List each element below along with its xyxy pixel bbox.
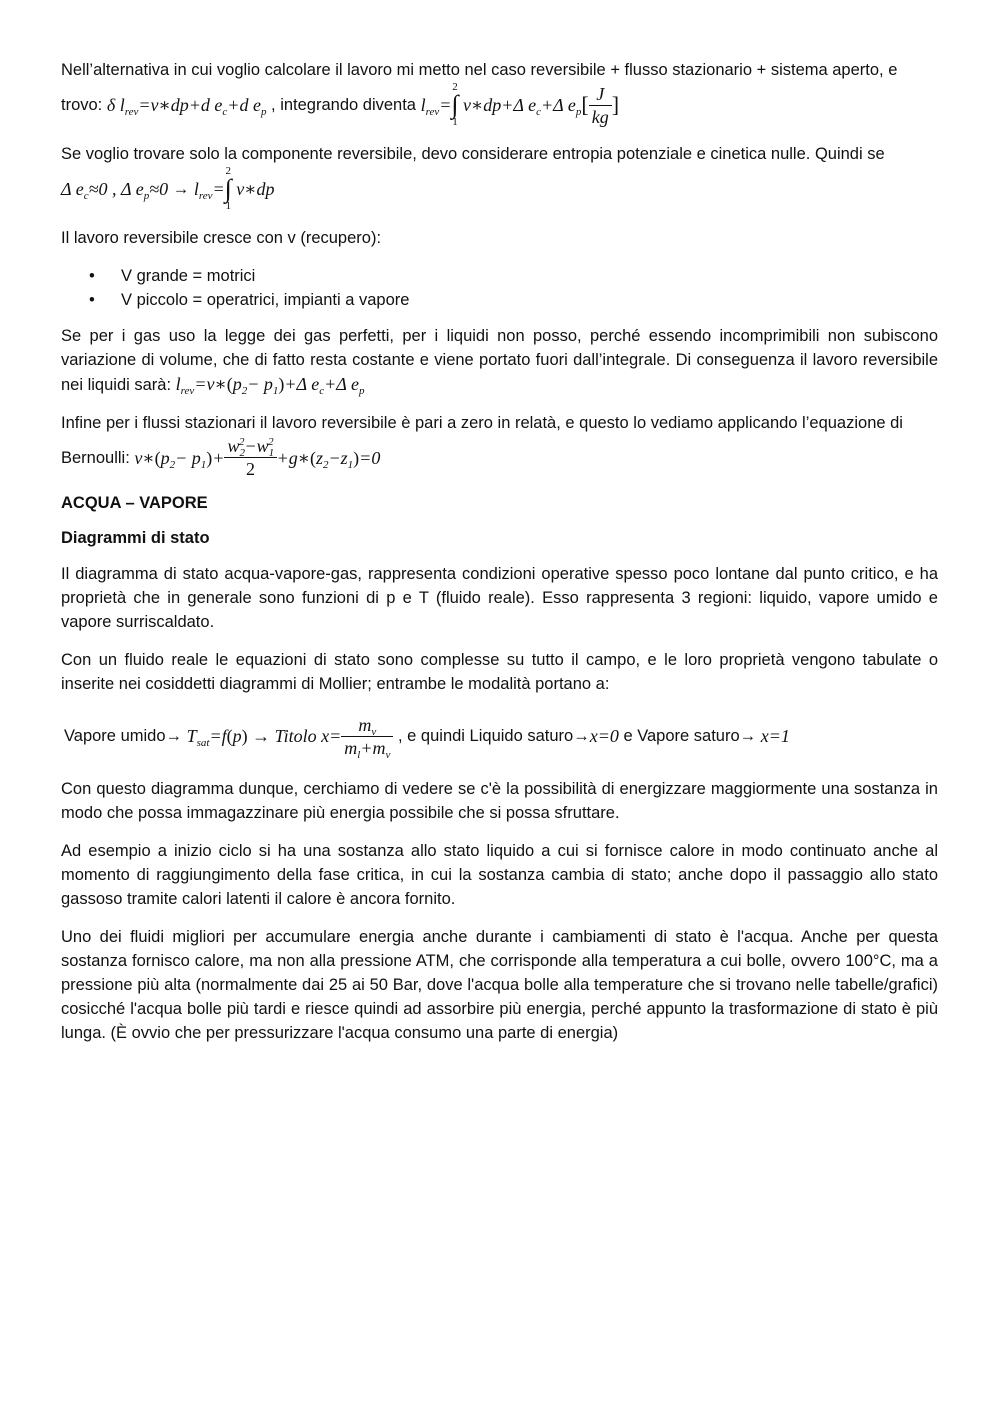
paragraph-bernoulli: Infine per i flussi stazionari il lavoro reversibile è pari a zero in relatà, e questo lo vediamo applicando l’equazione di Bernoulli: $v∗(p_2- p_1)+$ $\frac{w_2^2-w_1^2}{2}$ $+g∗(z_2-z_1)=0$: [61, 414, 903, 479]
paragraph-mollier: Con un fluido reale le equazioni di stato sono complesse su tutto il campo, e le loro proprietà vengono tabulate o inserite nei cosiddetti diagrammi di Mollier; entrambe le modalità portano a:: [61, 651, 938, 693]
subsection-heading: Diagrammi di stato: [61, 529, 210, 547]
paragraph-text: Nell’alternativa in cui voglio calcolare il lavoro mi metto nel caso reversibile + flusso stazionario + sistema aperto, e: [61, 61, 898, 79]
formula-lrev: $l_{rev}=$: [193, 179, 225, 202]
unit-fraction: $\frac{J}{kg}$: [589, 83, 612, 128]
formula-lrev-liquids: $l_{rev}=v∗(p_2- p_1)+\Delta$ $e_c+\Delta$ $e_p$: [175, 374, 365, 397]
paragraph-text: Infine per i flussi stazionari il lavoro reversibile è pari a zero in relatà, e questo lo vediamo applicando l’equazione di: [61, 414, 903, 432]
arrow-symbol: →: [165, 727, 183, 745]
list-item: • V grande = motrici: [89, 267, 256, 285]
formula-x0: x=0: [589, 726, 619, 746]
paragraph-reversible-grows: Il lavoro reversibile cresce con v (recupero):: [61, 229, 382, 247]
section-heading: ACQUA – VAPORE: [61, 494, 208, 512]
paragraph-state-diagram: Il diagramma di stato acqua-vapore-gas, rappresenta condizioni operative spesso poco lontane dal punto critico, e ha proprietà che in generale sono funzioni di p e T (fluido reale). Esso rappresenta 3 regioni: liquido, vapore umido e vapore surriscaldato.: [61, 565, 938, 631]
bullet-list: [61, 264, 938, 312]
formula-lrev-integral: $l_{rev}=$: [420, 95, 452, 118]
list-item: • V piccolo = operatrici, impianti a vapore: [89, 291, 410, 309]
arrow-symbol: →: [172, 180, 190, 198]
arrow-symbol: →: [739, 727, 757, 745]
integral-sign: 2 ∫ 1: [224, 165, 232, 212]
paragraph-liquids: [61, 324, 938, 397]
paragraph-alternative-work: Nell’alternativa in cui voglio calcolare il lavoro mi metto nel caso reversibile + flusso stazionario + sistema aperto, e trovo: δ $l_{rev}=v∗dp+d$ $e_c+d$ $e_p$ , integrando diventa $l_{rev}=$ 2 ∫ 1 v∗dp+Δ $e_c+\Delta$ $e_p$ [ $\frac{J}{kg}$ ]: [61, 61, 898, 128]
paragraph-water: Uno dei fluidi migliori per accumulare energia anche durante i cambiamenti di stato è l'acqua. Anche per questa sostanza fornisco calore, ma non alla pressione ATM, che corrisponde alla temperatura a cui bolle, ovvero 100°C, ma a pressione più alta (normalmente dai 25 ai 50 Bar, dove l'acqua bolle alla temperature che si trovano nelle tabelle/grafici) cosicché l'acqua bolle più tardi e riesce quindi ad assorbire più energia, perché appunto la trasformazione di stato è più lunga. (È ovvio che per pressurizzare l'acqua consumo una parte di energia): [61, 928, 938, 1042]
equation-titolo: [61, 714, 938, 759]
paragraph-text: trovo:: [61, 96, 103, 114]
equation-label: e Vapore saturo: [623, 727, 740, 745]
formula-tsat: $T_{sat}=f(p)$ → Titolo x=: [186, 726, 342, 749]
formula-delta-approx: Δ $e_c\approx 0$ , Δ $e_p\approx 0$: [61, 179, 169, 202]
paragraph-text: Se per i gas uso la legge dei gas perfetti, per i liquidi non posso, perché essendo incomprimibili non subiscono variazione di volume, che di fatto resta costante e viene portato fuori dall’integrale. Di conseguenza il lavoro reversibile nei liquidi sarà:: [61, 327, 938, 394]
paragraph-text: Bernoulli:: [61, 448, 130, 467]
equation-label: Vapore umido: [64, 727, 166, 745]
formula-x1: x=1: [760, 726, 790, 746]
arrow-symbol: →: [573, 727, 590, 745]
formula-delta-lrev: δ $l_{rev}=v∗dp+d$ $e_c+d$ $e_p$: [106, 95, 267, 118]
paragraph-text: Se voglio trovare solo la componente reversibile, devo considerare entropia potenziale e cinetica nulle. Quindi se: [61, 145, 885, 163]
formula-bernoulli: $v∗(p_2- p_1)+$: [134, 447, 225, 471]
paragraph-cycle-example: Ad esempio a inizio ciclo si ha una sostanza allo stato liquido a cui si fornisce calore in modo continuato anche al momento di raggiungimento della fase critica, in cui la sostanza cambia di stato; anche dopo il passaggio allo stato gassoso tramite calori latenti il calore è ancora fornito.: [61, 842, 938, 908]
integral-sign: 2 ∫ 1: [451, 81, 459, 128]
equation-label: , e quindi Liquido saturo: [398, 727, 574, 745]
paragraph-reversible-component: Se voglio trovare solo la componente reversibile, devo considerare entropia potenziale e cinetica nulle. Quindi se Δ $e_c\approx 0$ , Δ $e_p\approx 0$ → $l_{rev}=$ 2 ∫ 1 v∗dp: [61, 145, 885, 212]
titolo-fraction: $\frac{m_v}{m_l+m_v}$: [341, 714, 393, 759]
kinetic-fraction: $\frac{w_2^2-w_1^2}{2}$: [224, 435, 276, 480]
paragraph-energize: Con questo diagramma dunque, cerchiamo di vedere se c'è la possibilità di energizzare maggiormente una sostanza in modo che possa immagazzinare più energia possibile che si possa sfruttare.: [61, 780, 938, 822]
paragraph-text: , integrando diventa: [271, 96, 416, 114]
